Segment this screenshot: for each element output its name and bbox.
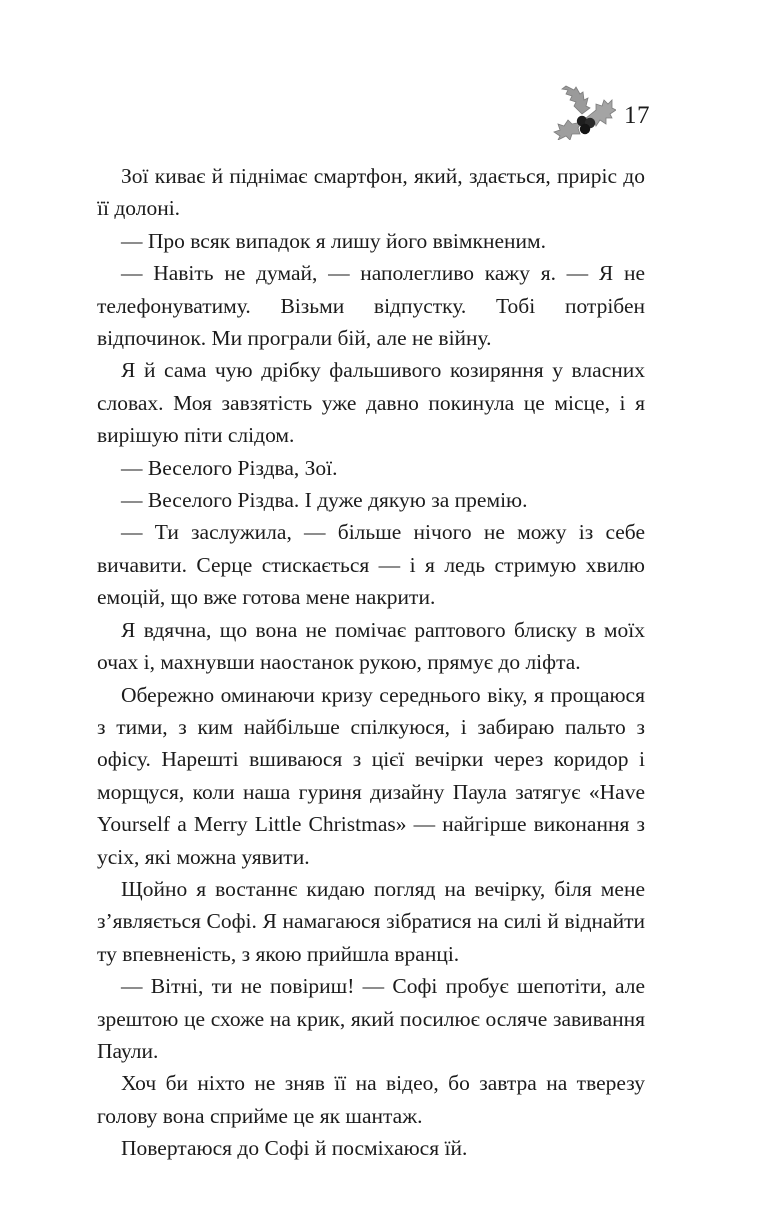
holly-icon [552,84,616,140]
paragraph: — Ти заслужила, — більше нічого не можу із себе вичавити. Серце стискається — і я ледь стримую хвилю емоцій, що вже готова мене накрити. [97,520,645,610]
paragraph: — Вітні, ти не повіриш! — Софі пробує шепотіти, але зрештою це схоже на крик, який посилює осляче завивання Паули. [97,974,645,1063]
paragraph: Я й сама чую дрібку фальшивого козиряння у власних словах. Моя завзятість уже давно покинула це місце, і я вирішую піти слідом. [97,358,645,448]
page-header [552,84,662,144]
paragraph: Зої киває й піднімає смартфон, який, здається, приріс до її долоні. [97,164,645,221]
paragraph: Обережно оминаючи кризу середнього віку, я прощаюся з тими, з ким найбільше спілкуюся, і забираю пальто з офісу. Нарешті вшиваюся з цієї вечірки через коридор і морщуся, коли наша гуриня дизайну Паула затягує «Have Yourself a Merry Little Christmas» — найгірше виконання з усіх, які можна уявити. [97,682,645,869]
paragraph: Я вдячна, що вона не помічає раптового блиску в моїх очах і, махнувши наостанок рукою, прямує до ліфта. [97,617,645,675]
paragraph: Щойно я востаннє кидаю погляд на вечірку, біля мене з’являється Софі. Я намагаюся зібратися на силі й віднайти ту впевненість, з якою прийшла вранці. [97,876,645,966]
paragraph: — Веселого Різдва. І дуже дякую за премію. [121,488,528,513]
body-text [97,160,645,1165]
paragraph: — Про всяк випадок я лишу його ввімкненим. [121,228,546,253]
paragraph: — Веселого Різдва, Зої. [121,455,338,480]
paragraph: — Навіть не думай, — наполегливо кажу я. — Я не телефонуватиму. Візьми відпустку. Тобі потрібен відпочинок. Ми програли бій, але не війну. [97,261,645,351]
paragraph: Повертаюся до Софі й посміхаюся їй. [121,1136,468,1161]
paragraph: Хоч би ніхто не зняв її на відео, бо завтра на тверезу голову вона сприйме це як шантаж. [97,1071,645,1128]
page-number: 17 [624,102,650,129]
